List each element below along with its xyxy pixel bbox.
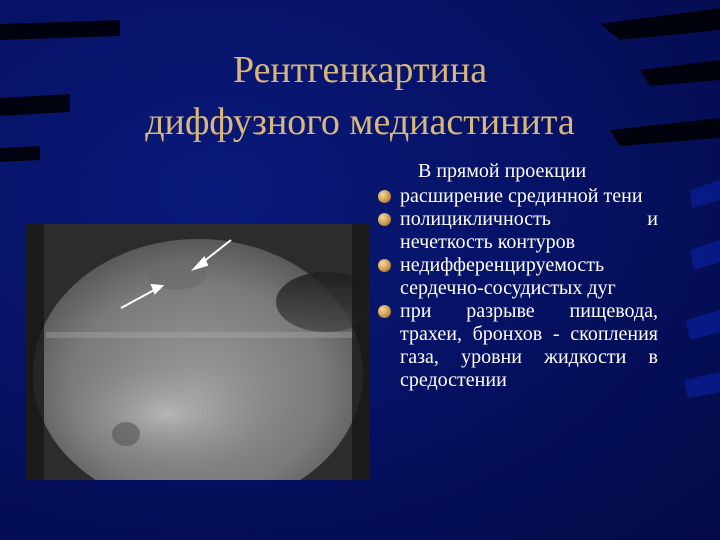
body-heading: В прямой проекции	[418, 160, 587, 182]
bullet-icon	[378, 190, 391, 203]
list-item-text: расширение срединной тени	[400, 185, 643, 207]
bullet-icon	[378, 259, 391, 272]
list-item-text: при разрыве пищевода, трахеи, бронхов - скопления газа, уровни жидкости в средостении	[400, 300, 658, 391]
slide-body	[378, 160, 658, 392]
title-line-2: диффузного медиастинита	[145, 101, 575, 143]
list-item	[378, 208, 658, 254]
title-line-1: Рентгенкартина	[232, 49, 488, 91]
list-item-text: недифференцируемость сердечно-сосудистых дуг	[400, 254, 616, 299]
list-item	[378, 185, 658, 208]
arrow-icons	[26, 224, 370, 480]
bullet-icon	[378, 213, 391, 226]
list-item	[378, 254, 658, 300]
list-item	[378, 300, 658, 392]
list-item-text: полицикличность и нечеткость контуров	[400, 208, 658, 253]
bullet-icon	[378, 305, 391, 318]
slide-title	[90, 44, 630, 148]
